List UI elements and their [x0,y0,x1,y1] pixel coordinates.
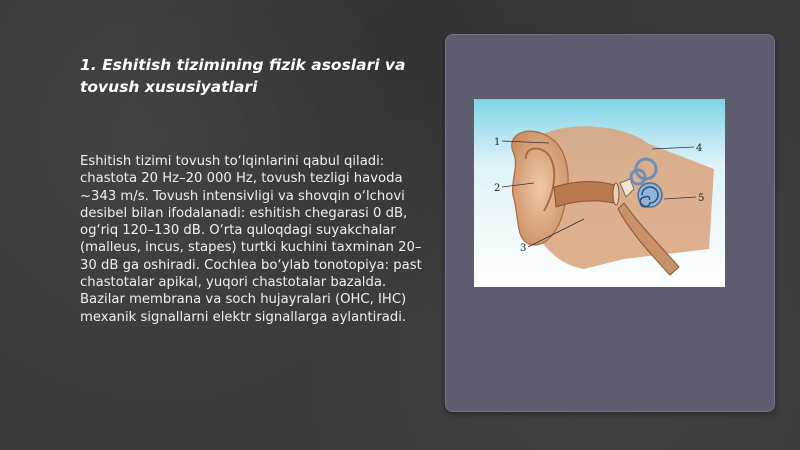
eardrum-shape [613,183,619,205]
label-5: 5 [698,193,705,204]
slide-title: 1. Eshitish tizimining fizik asoslari va tovush xususiyatlari [80,56,406,96]
label-2: 2 [494,183,501,194]
ear-diagram-svg [474,99,725,287]
label-3: 3 [520,243,527,254]
ear-anatomy-illustration [474,99,725,287]
label-4: 4 [696,143,703,154]
slide-body-text: Eshitish tizimi tovush to‘lqinlarini qabul qiladi: chastota 20 Hz–20 000 Hz, tovush tezligi havoda ~343 m/s. Tovush intensivligi va shovqin o‘lchovi desibel bilan ifodalanadi: eshitish chegarasi 0 dB, og‘riq 120–130 dB. O‘rta quloqdagi suyakchalar (malleus, incus, stapes) turtki kuchini taxminan 20–30 dB ga oshiradi. Cochlea bo‘ylab tonotopiya: past chastotalar apikal, yuqori chastotalar bazalda. Bazilar membrana va soch hujayralari (OHC, IHC) mexanik signallarni elektr signallarga aylantiradi. [80,154,422,325]
label-1: 1 [494,137,501,148]
